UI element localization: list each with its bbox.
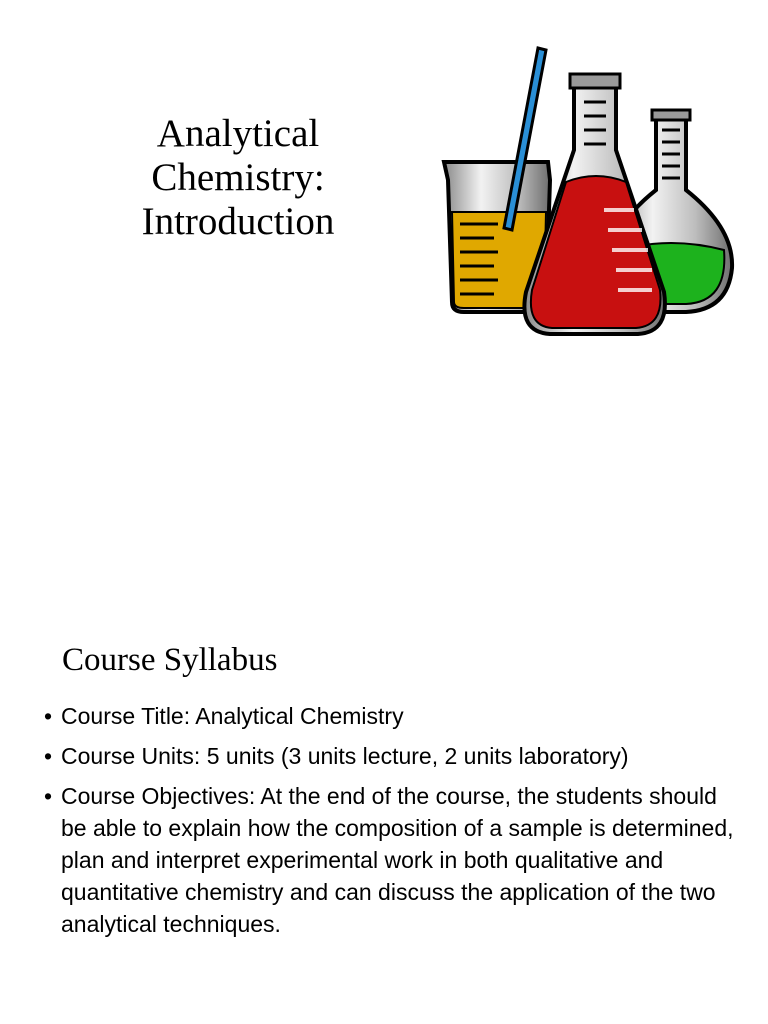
title-line-1: Analytical <box>156 112 320 155</box>
bullet-icon: • <box>44 783 53 809</box>
title-line-2: Chemistry: <box>151 156 325 199</box>
bullet-text: Course Objectives: At the end of the course, the students should be able to explain how the composition of a sample is determined, plan and interpret experimental work in both qualitative and quantitative chemistry and can discuss the application of the two analytical techniques. <box>61 783 734 937</box>
bullet-icon: • <box>44 743 53 769</box>
bullet-text: Course Units: 5 units (3 units lecture, 2 units laboratory) <box>61 743 629 769</box>
list-item <box>40 740 740 772</box>
title-line-3: Introduction <box>141 200 335 243</box>
lab-glassware-clipart-icon <box>438 40 744 340</box>
section-heading: Course Syllabus <box>62 642 278 678</box>
bullet-icon: • <box>44 703 53 729</box>
slide-title <box>118 112 358 244</box>
bullet-text: Course Title: Analytical Chemistry <box>61 703 404 729</box>
list-item <box>40 780 740 940</box>
list-item <box>40 700 740 732</box>
syllabus-bullet-list <box>40 700 740 948</box>
